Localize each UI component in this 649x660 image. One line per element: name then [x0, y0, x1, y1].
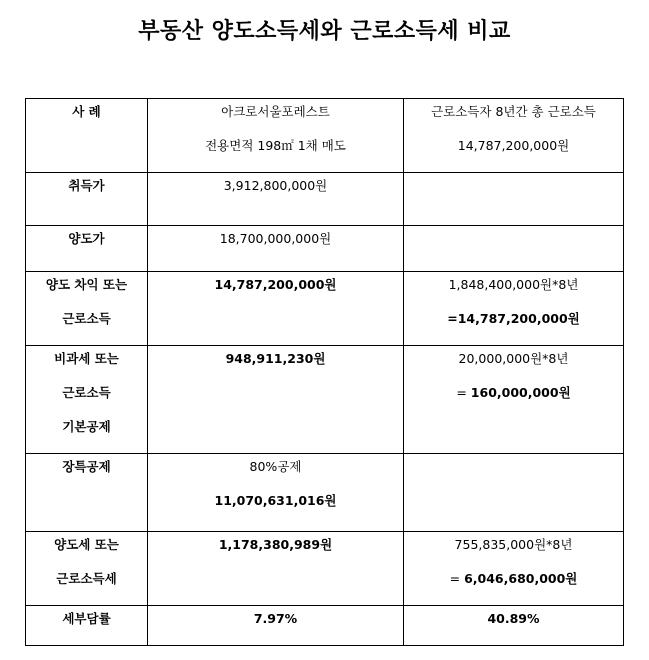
sale-price: 18,700,000,000원 [219, 231, 332, 246]
header-label-cell [26, 99, 148, 173]
equals-sign: = [449, 571, 465, 586]
acquisition-price: 3,912,800,000원 [223, 178, 328, 193]
capital-gains-tax: 1,178,380,989원 [218, 537, 333, 552]
row-label: 취득가 [68, 178, 105, 193]
income-tax-total: 6,046,680,000원 [464, 571, 578, 586]
header-income-name: 근로소득자 8년간 총 근로소득 [431, 104, 596, 119]
row-label-cell [26, 606, 148, 646]
table-row-burden [26, 606, 624, 646]
income-formula: 1,848,400,000원*8년 [448, 277, 579, 292]
row-label-cell [26, 532, 148, 606]
income-burden-rate: 40.89% [487, 611, 540, 626]
row-label-cell [26, 272, 148, 346]
table-row-deduction [26, 346, 624, 454]
comparison-table [25, 98, 624, 646]
income-value-cell [404, 173, 624, 226]
table-row-acquisition [26, 173, 624, 226]
row-label: 양도 차익 또는 [45, 277, 128, 292]
income-value-cell [404, 606, 624, 646]
income-value-cell [404, 346, 624, 454]
property-value-cell [148, 226, 404, 272]
income-total: =14,787,200,000원 [447, 311, 580, 326]
table-row-long-term [26, 454, 624, 532]
row-label: 장특공제 [62, 459, 111, 474]
row-label-cell [26, 173, 148, 226]
deduction-total: 160,000,000원 [470, 385, 571, 400]
property-value-cell [148, 532, 404, 606]
capital-gain-value: 14,787,200,000원 [214, 277, 337, 292]
exemption-value: 948,911,230원 [225, 351, 326, 366]
income-value-cell [404, 454, 624, 532]
long-term-rate: 80%공제 [249, 459, 302, 474]
table-row-tax [26, 532, 624, 606]
header-label: 사 례 [72, 104, 101, 119]
header-property-name: 아크로서울포레스트 [221, 104, 330, 119]
row-label: 양도세 또는 [54, 537, 119, 552]
income-value-cell [404, 226, 624, 272]
property-value-cell [148, 173, 404, 226]
property-value-cell [148, 454, 404, 532]
table-header-row [26, 99, 624, 173]
equals-sign: = [456, 385, 471, 400]
tax-result-line [408, 571, 619, 605]
deduction-formula: 20,000,000원*8년 [458, 351, 569, 366]
page-title: 부동산 양도소득세와 근로소득세 비교 [138, 19, 511, 44]
row-label: 비과세 또는 [54, 351, 119, 366]
property-burden-rate: 7.97% [253, 611, 298, 626]
row-label: 근로소득 [62, 311, 111, 326]
row-label-cell [26, 226, 148, 272]
row-label: 근로소득세 [56, 571, 117, 586]
property-value-cell [148, 346, 404, 454]
table-row-sale [26, 226, 624, 272]
income-value-cell [404, 272, 624, 346]
row-label: 기본공제 [62, 419, 111, 434]
header-income-cell [404, 99, 624, 173]
row-label-cell [26, 346, 148, 454]
tax-formula: 755,835,000원*8년 [454, 537, 573, 552]
table-row-gain [26, 272, 624, 346]
header-income-amount: 14,787,200,000원 [457, 138, 570, 153]
row-label-cell [26, 454, 148, 532]
deduction-result-line [408, 385, 619, 419]
property-value-cell [148, 272, 404, 346]
row-label: 양도가 [68, 231, 105, 246]
long-term-amount: 11,070,631,016원 [214, 493, 337, 508]
header-property-detail: 전용면적 198㎡ 1채 매도 [205, 138, 346, 153]
row-label: 세부담률 [62, 611, 111, 626]
property-value-cell [148, 606, 404, 646]
header-property-cell [148, 99, 404, 173]
row-label: 근로소득 [62, 385, 111, 400]
income-value-cell [404, 532, 624, 606]
